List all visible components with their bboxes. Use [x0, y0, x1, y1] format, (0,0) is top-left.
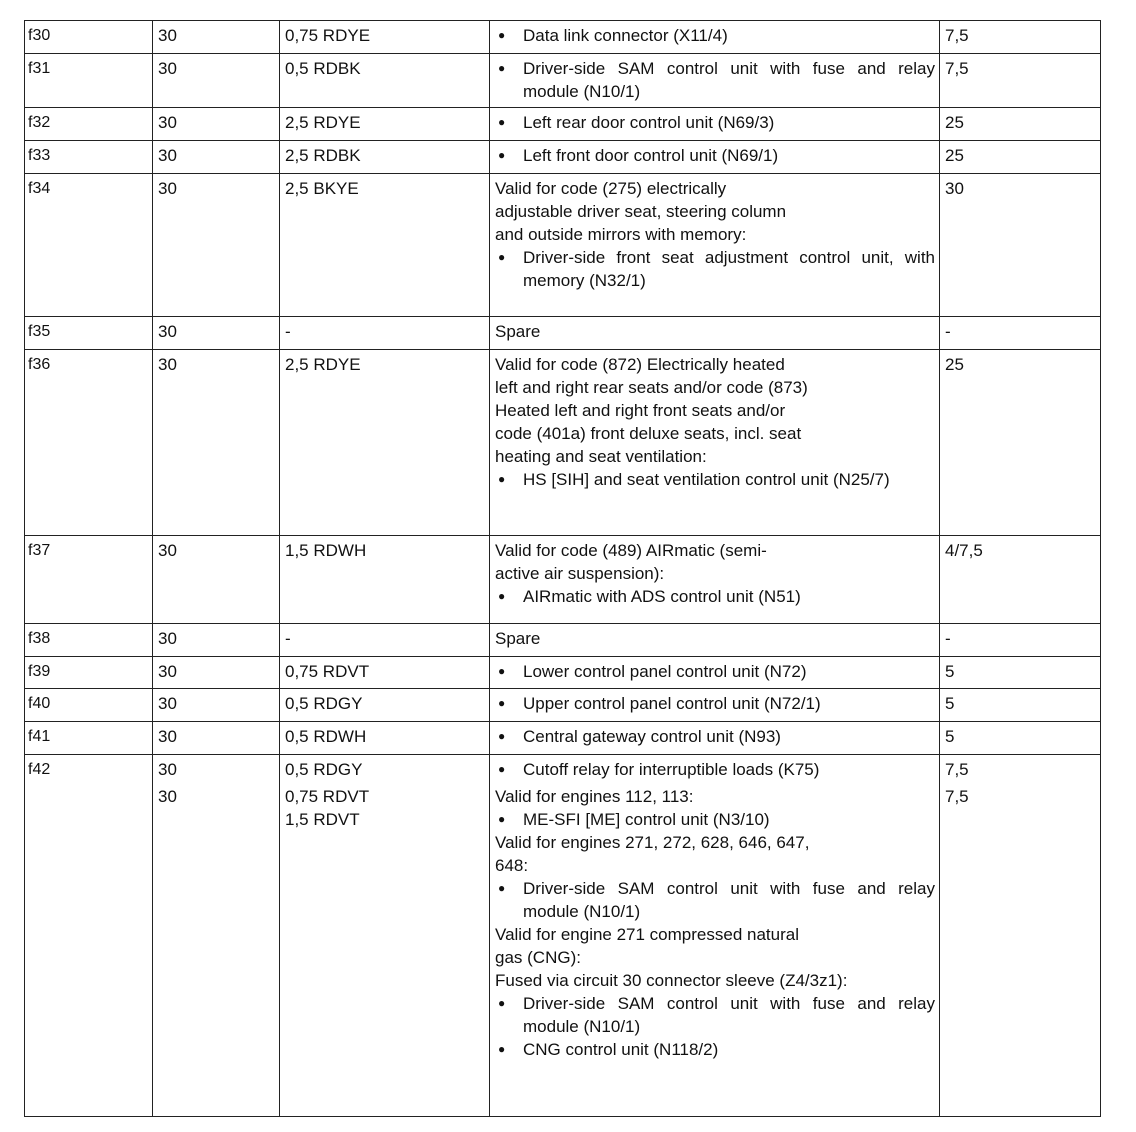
wire-cell: [280, 722, 490, 755]
wire-cell: [280, 174, 490, 317]
fuse-id: f37: [28, 542, 51, 559]
consumer-block: [495, 57, 935, 103]
consumer-block: [495, 660, 935, 683]
amperage-value: 5: [945, 727, 955, 746]
amperage-cell: [940, 624, 1101, 657]
consumer-cell: [490, 722, 940, 755]
amperage-cell: [940, 317, 1101, 350]
fuse-id-cell: [25, 624, 153, 657]
consumer-entry: [495, 758, 935, 781]
circuit-value: 30: [158, 146, 177, 165]
fuse-id: f30: [28, 27, 51, 44]
fuse-id: f32: [28, 114, 51, 131]
fuse-id: f33: [28, 147, 51, 164]
fuse-id: f38: [28, 630, 51, 647]
circuit-cell: [153, 350, 280, 536]
consumer-entry: [495, 539, 935, 608]
fuse-id-cell: [25, 657, 153, 689]
amperage-cell: [940, 54, 1101, 108]
consumer-item: ● Driver-side SAM control unit with fuse and relay module (N10/1): [495, 992, 935, 1038]
consumer-block: [495, 923, 935, 1061]
table-row: [25, 624, 1101, 657]
circuit-value: 30: [158, 355, 177, 374]
fuse-id: f31: [28, 60, 51, 77]
consumer-item: ● Lower control panel control unit (N72): [495, 660, 935, 683]
consumer-item: ● Cutoff relay for interruptible loads (K75): [495, 758, 935, 781]
circuit-cell: [153, 689, 280, 722]
amperage-value: 25: [945, 146, 964, 165]
fuse-id-cell: [25, 755, 153, 1117]
wire-value: 0,75 RDVT: [285, 662, 370, 681]
consumer-cell: [490, 174, 940, 317]
amperage-value: 30: [945, 179, 964, 198]
validity-note: Valid for engine 271 compressed natural gas (CNG): Fused via circuit 30 connector sleeve (Z4/3z1):: [495, 925, 848, 990]
wire-cell: [280, 657, 490, 689]
wire-value: 0,75 RDVT 1,5 RDVT: [285, 787, 370, 829]
amperage-value: 7,5: [945, 787, 969, 806]
circuit-cell: [153, 54, 280, 108]
consumer-block: [495, 785, 935, 831]
amperage-cell: [940, 141, 1101, 174]
amperage-cell: [940, 350, 1101, 536]
consumer-entry: [495, 692, 935, 715]
consumer-cell: [490, 689, 940, 722]
consumer-cell: [490, 657, 940, 689]
circuit-value: 30: [158, 179, 177, 198]
amperage-value: 5: [945, 662, 955, 681]
consumer-block: [495, 725, 935, 748]
fuse-id-cell: [25, 689, 153, 722]
wire-value: 2,5 RDYE: [285, 113, 361, 132]
consumer-cell: [490, 350, 940, 536]
consumer-entry: [495, 353, 935, 491]
fuse-assignment-table: [24, 20, 1101, 1117]
validity-note: Valid for code (489) AIRmatic (semi- active air suspension):: [495, 541, 767, 583]
validity-note: Valid for code (275) electrically adjustable driver seat, steering column and outside mirrors with memory:: [495, 179, 787, 244]
consumer-item: ● Left rear door control unit (N69/3): [495, 111, 935, 134]
wire-value: 2,5 RDYE: [285, 355, 361, 374]
validity-note: Valid for engines 271, 272, 628, 646, 647, 648:: [495, 833, 810, 875]
consumer-block: [495, 758, 935, 781]
consumer-cell: [490, 141, 940, 174]
table-row: [25, 755, 1101, 1117]
amperage-value: 7,5: [945, 26, 969, 45]
fuse-id: f40: [28, 695, 51, 712]
amperage-value: 7,5: [945, 760, 969, 779]
table-row: [25, 350, 1101, 536]
circuit-cell: [153, 536, 280, 624]
amperage-value: 4/7,5: [945, 541, 983, 560]
wire-value: -: [285, 629, 291, 648]
consumer-cell: [490, 755, 940, 1117]
wire-cell: [280, 21, 490, 54]
circuit-cell: [153, 755, 280, 1117]
circuit-value: 30: [158, 760, 177, 779]
table-row: [25, 141, 1101, 174]
wire-value: -: [285, 322, 291, 341]
consumer-item: ● Upper control panel control unit (N72/1): [495, 692, 935, 715]
circuit-cell: [153, 174, 280, 317]
circuit-value: 30: [158, 727, 177, 746]
consumer-entry: [495, 144, 935, 167]
wire-cell: [280, 350, 490, 536]
consumer-block: [495, 627, 935, 650]
validity-note: Valid for engines 112, 113:: [495, 787, 694, 806]
consumer-block: [495, 24, 935, 47]
wire-cell: [280, 755, 490, 1117]
fuse-id-cell: [25, 536, 153, 624]
consumer-entry: [495, 177, 935, 292]
consumer-block: [495, 320, 935, 343]
circuit-cell: [153, 21, 280, 54]
table-row: [25, 536, 1101, 624]
consumer-cell: [490, 21, 940, 54]
fuse-id: f36: [28, 356, 51, 373]
consumer-block: [495, 177, 935, 292]
consumer-item: ● Central gateway control unit (N93): [495, 725, 935, 748]
circuit-cell: [153, 722, 280, 755]
circuit-value: 30: [158, 541, 177, 560]
consumer-item: ● Driver-side front seat adjustment control unit, with memory (N32/1): [495, 246, 935, 292]
fuse-id-cell: [25, 108, 153, 141]
circuit-value: 30: [158, 26, 177, 45]
consumer-entry: [495, 111, 935, 134]
consumer-block: [495, 692, 935, 715]
consumer-cell: [490, 108, 940, 141]
fuse-table-body: [25, 21, 1101, 1117]
wire-cell: [280, 108, 490, 141]
fuse-id: f35: [28, 323, 51, 340]
consumer-block: [495, 831, 935, 923]
table-row: [25, 174, 1101, 317]
table-row: [25, 54, 1101, 108]
fuse-id-cell: [25, 54, 153, 108]
amperage-cell: [940, 657, 1101, 689]
amperage-cell: [940, 21, 1101, 54]
wire-cell: [280, 317, 490, 350]
amperage-cell: [940, 108, 1101, 141]
amperage-cell: [940, 722, 1101, 755]
consumer-entry: [495, 660, 935, 683]
circuit-value: 30: [158, 59, 177, 78]
wire-value: 0,5 RDBK: [285, 59, 361, 78]
wire-cell: [280, 689, 490, 722]
fuse-id-cell: [25, 141, 153, 174]
consumer-cell: [490, 317, 940, 350]
amperage-cell: [940, 689, 1101, 722]
table-row: [25, 108, 1101, 141]
circuit-value: 30: [158, 322, 177, 341]
circuit-cell: [153, 317, 280, 350]
wire-value: 0,5 RDWH: [285, 727, 367, 746]
consumer-block: [495, 111, 935, 134]
consumer-item: ● ME-SFI [ME] control unit (N3/10): [495, 808, 935, 831]
consumer-cell: [490, 624, 940, 657]
consumer-item: ● Driver-side SAM control unit with fuse and relay module (N10/1): [495, 57, 935, 103]
consumer-item: ● AIRmatic with ADS control unit (N51): [495, 585, 935, 608]
fuse-id-cell: [25, 317, 153, 350]
table-row: [25, 21, 1101, 54]
wire-cell: [280, 536, 490, 624]
consumer-item: ● CNG control unit (N118/2): [495, 1038, 935, 1061]
circuit-value: 30: [158, 694, 177, 713]
amperage-cell: [940, 536, 1101, 624]
wire-value: 2,5 RDBK: [285, 146, 361, 165]
circuit-value: 30: [158, 629, 177, 648]
consumer-entry: [495, 725, 935, 748]
fuse-id: f39: [28, 663, 51, 680]
wire-value: 1,5 RDWH: [285, 541, 367, 560]
amperage-cell: [940, 755, 1101, 1117]
fuse-id: f41: [28, 728, 51, 745]
amperage-value: 5: [945, 694, 955, 713]
circuit-value: 30: [158, 113, 177, 132]
consumer-item: ● Driver-side SAM control unit with fuse and relay module (N10/1): [495, 877, 935, 923]
consumer-entry: [495, 24, 935, 47]
table-row: [25, 689, 1101, 722]
consumer-block: [495, 353, 935, 491]
circuit-cell: [153, 108, 280, 141]
fuse-id-cell: [25, 350, 153, 536]
fuse-id-cell: [25, 722, 153, 755]
amperage-value: -: [945, 629, 951, 648]
consumer-item: ● Data link connector (X11/4): [495, 24, 935, 47]
wire-value: 0,75 RDYE: [285, 26, 371, 45]
fuse-id-cell: [25, 21, 153, 54]
circuit-value: 30: [158, 662, 177, 681]
wire-cell: [280, 54, 490, 108]
circuit-value: 30: [158, 787, 177, 806]
fuse-id-cell: [25, 174, 153, 317]
validity-note: Valid for code (872) Electrically heated left and right rear seats and/or code (873) Heated left and right front seats and/or code (401a) front deluxe seats, incl. seat heating and seat ventilation:: [495, 355, 808, 466]
wire-value: 2,5 BKYE: [285, 179, 359, 198]
table-row: [25, 722, 1101, 755]
circuit-cell: [153, 141, 280, 174]
circuit-cell: [153, 657, 280, 689]
amperage-value: 7,5: [945, 59, 969, 78]
table-row: [25, 317, 1101, 350]
consumer-item: ● HS [SIH] and seat ventilation control unit (N25/7): [495, 468, 935, 491]
amperage-value: -: [945, 322, 951, 341]
validity-note: Spare: [495, 322, 541, 341]
consumer-entry: [495, 57, 935, 103]
amperage-cell: [940, 174, 1101, 317]
wire-cell: [280, 141, 490, 174]
consumer-item: ● Left front door control unit (N69/1): [495, 144, 935, 167]
wire-value: 0,5 RDGY: [285, 760, 363, 779]
fuse-id: f34: [28, 180, 51, 197]
wire-cell: [280, 624, 490, 657]
consumer-entry: [495, 320, 935, 343]
validity-note: Spare: [495, 629, 541, 648]
consumer-entry: [495, 785, 935, 1061]
consumer-cell: [490, 536, 940, 624]
wire-value: 0,5 RDGY: [285, 694, 363, 713]
amperage-value: 25: [945, 113, 964, 132]
circuit-cell: [153, 624, 280, 657]
consumer-cell: [490, 54, 940, 108]
amperage-value: 25: [945, 355, 964, 374]
consumer-entry: [495, 627, 935, 650]
consumer-block: [495, 539, 935, 608]
table-row: [25, 657, 1101, 689]
consumer-block: [495, 144, 935, 167]
fuse-id: f42: [28, 761, 51, 778]
